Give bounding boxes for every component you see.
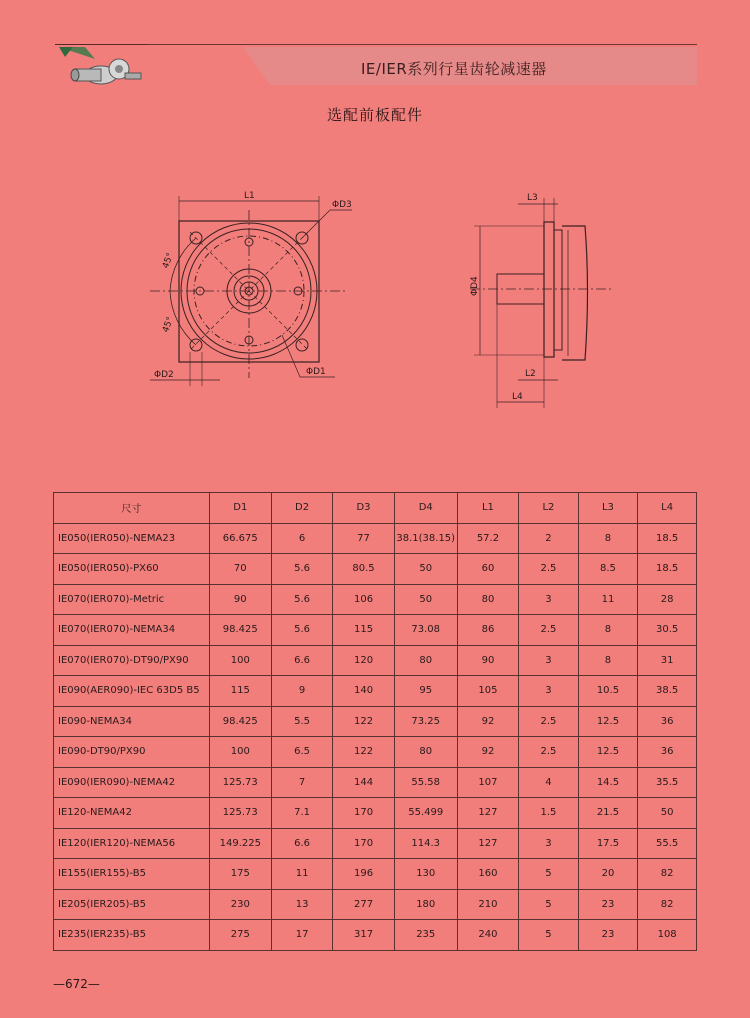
value-cell: 23	[578, 889, 638, 920]
model-name-cell: IE205(IER205)-B5	[54, 889, 210, 920]
value-cell: 5	[519, 859, 578, 890]
value-cell: 127	[457, 798, 519, 829]
model-name-cell: IE090(AER090)-IEC 63D5 B5	[54, 676, 210, 707]
model-name-cell: IE070(IER070)-NEMA34	[54, 615, 210, 646]
column-header: L2	[519, 493, 578, 524]
value-cell: 5.6	[271, 615, 332, 646]
table-row	[54, 615, 697, 646]
value-cell: 82	[638, 889, 697, 920]
value-cell: 5	[519, 889, 578, 920]
value-cell: 86	[457, 615, 519, 646]
value-cell: 17	[271, 920, 332, 951]
table-row	[54, 798, 697, 829]
value-cell: 73.08	[394, 615, 457, 646]
value-cell: 82	[638, 859, 697, 890]
value-cell: 50	[394, 584, 457, 615]
value-cell: 100	[209, 645, 271, 676]
value-cell: 105	[457, 676, 519, 707]
table-row	[54, 676, 697, 707]
value-cell: 196	[333, 859, 395, 890]
value-cell: 160	[457, 859, 519, 890]
value-cell: 2.5	[519, 615, 578, 646]
table-row	[54, 889, 697, 920]
value-cell: 50	[394, 554, 457, 585]
value-cell: 38.1(38.15)	[394, 523, 457, 554]
value-cell: 277	[333, 889, 395, 920]
value-cell: 14.5	[578, 767, 638, 798]
value-cell: 230	[209, 889, 271, 920]
table-row	[54, 645, 697, 676]
value-cell: 92	[457, 706, 519, 737]
header-title: IE/IER系列行星齿轮减速器	[361, 60, 547, 78]
value-cell: 235	[394, 920, 457, 951]
label-angle-bottom: 45°	[161, 315, 176, 335]
value-cell: 55.58	[394, 767, 457, 798]
value-cell: 21.5	[578, 798, 638, 829]
column-header: L1	[457, 493, 519, 524]
value-cell: 210	[457, 889, 519, 920]
value-cell: 114.3	[394, 828, 457, 859]
column-header: D1	[209, 493, 271, 524]
value-cell: 240	[457, 920, 519, 951]
model-name-cell: IE050(IER050)-NEMA23	[54, 523, 210, 554]
label-l2: L2	[525, 369, 536, 379]
table-row	[54, 737, 697, 768]
value-cell: 80	[394, 645, 457, 676]
label-d2: ΦD2	[154, 370, 174, 380]
column-header: D4	[394, 493, 457, 524]
value-cell: 5.6	[271, 584, 332, 615]
value-cell: 7.1	[271, 798, 332, 829]
value-cell: 5.5	[271, 706, 332, 737]
label-d4: ΦD4	[470, 276, 480, 296]
label-d3: ΦD3	[332, 200, 352, 210]
value-cell: 11	[578, 584, 638, 615]
value-cell: 77	[333, 523, 395, 554]
value-cell: 1.5	[519, 798, 578, 829]
value-cell: 98.425	[209, 615, 271, 646]
value-cell: 9	[271, 676, 332, 707]
value-cell: 4	[519, 767, 578, 798]
value-cell: 144	[333, 767, 395, 798]
value-cell: 18.5	[638, 523, 697, 554]
value-cell: 50	[638, 798, 697, 829]
value-cell: 275	[209, 920, 271, 951]
value-cell: 31	[638, 645, 697, 676]
value-cell: 130	[394, 859, 457, 890]
angle-arc	[170, 291, 196, 345]
value-cell: 115	[333, 615, 395, 646]
value-cell: 3	[519, 828, 578, 859]
model-name-cell: IE070(IER070)-Metric	[54, 584, 210, 615]
value-cell: 107	[457, 767, 519, 798]
value-cell: 6.5	[271, 737, 332, 768]
table-row	[54, 920, 697, 951]
table-row	[54, 767, 697, 798]
column-header: 尺寸	[54, 493, 210, 524]
value-cell: 36	[638, 737, 697, 768]
value-cell: 6.6	[271, 828, 332, 859]
column-header: L4	[638, 493, 697, 524]
column-header: L3	[578, 493, 638, 524]
value-cell: 175	[209, 859, 271, 890]
angle-arc	[170, 238, 196, 291]
table-row	[54, 523, 697, 554]
page-subtitle: 选配前板配件	[326, 106, 423, 124]
value-cell: 80	[457, 584, 519, 615]
value-cell: 57.2	[457, 523, 519, 554]
value-cell: 100	[209, 737, 271, 768]
value-cell: 7	[271, 767, 332, 798]
label-l3: L3	[527, 193, 538, 203]
value-cell: 122	[333, 737, 395, 768]
value-cell: 17.5	[578, 828, 638, 859]
value-cell: 149.225	[209, 828, 271, 859]
value-cell: 170	[333, 828, 395, 859]
value-cell: 5	[519, 920, 578, 951]
value-cell: 55.5	[638, 828, 697, 859]
value-cell: 2.5	[519, 554, 578, 585]
value-cell: 6.6	[271, 645, 332, 676]
value-cell: 317	[333, 920, 395, 951]
model-name-cell: IE235(IER235)-B5	[54, 920, 210, 951]
table-header-row	[54, 493, 697, 524]
page-number: —672—	[53, 977, 100, 991]
value-cell: 125.73	[209, 798, 271, 829]
value-cell: 12.5	[578, 737, 638, 768]
housing-profile	[562, 226, 588, 360]
value-cell: 3	[519, 645, 578, 676]
corner-hole	[296, 339, 308, 351]
model-name-cell: IE050(IER050)-PX60	[54, 554, 210, 585]
model-name-cell: IE155(IER155)-B5	[54, 859, 210, 890]
value-cell: 115	[209, 676, 271, 707]
label-d1: ΦD1	[306, 367, 326, 377]
value-cell: 106	[333, 584, 395, 615]
model-name-cell: IE120(IER120)-NEMA56	[54, 828, 210, 859]
model-name-cell: IE090-DT90/PX90	[54, 737, 210, 768]
value-cell: 10.5	[578, 676, 638, 707]
value-cell: 8	[578, 645, 638, 676]
value-cell: 36	[638, 706, 697, 737]
column-header: D3	[333, 493, 395, 524]
column-header: D2	[271, 493, 332, 524]
value-cell: 38.5	[638, 676, 697, 707]
value-cell: 23	[578, 920, 638, 951]
table-row	[54, 828, 697, 859]
model-name-cell: IE120-NEMA42	[54, 798, 210, 829]
value-cell: 12.5	[578, 706, 638, 737]
table-row	[54, 706, 697, 737]
value-cell: 11	[271, 859, 332, 890]
value-cell: 92	[457, 737, 519, 768]
technical-drawing	[0, 0, 750, 480]
value-cell: 80.5	[333, 554, 395, 585]
model-name-cell: IE090-NEMA34	[54, 706, 210, 737]
value-cell: 20	[578, 859, 638, 890]
value-cell: 127	[457, 828, 519, 859]
value-cell: 170	[333, 798, 395, 829]
value-cell: 3	[519, 584, 578, 615]
value-cell: 90	[209, 584, 271, 615]
value-cell: 120	[333, 645, 395, 676]
flange-step	[554, 230, 562, 350]
spec-table	[53, 492, 697, 951]
value-cell: 70	[209, 554, 271, 585]
value-cell: 6	[271, 523, 332, 554]
value-cell: 28	[638, 584, 697, 615]
value-cell: 3	[519, 676, 578, 707]
value-cell: 18.5	[638, 554, 697, 585]
value-cell: 95	[394, 676, 457, 707]
model-name-cell: IE070(IER070)-DT90/PX90	[54, 645, 210, 676]
table-row	[54, 584, 697, 615]
value-cell: 5.6	[271, 554, 332, 585]
value-cell: 108	[638, 920, 697, 951]
value-cell: 2.5	[519, 737, 578, 768]
value-cell: 55.499	[394, 798, 457, 829]
value-cell: 2	[519, 523, 578, 554]
leader-d3	[302, 210, 330, 238]
value-cell: 13	[271, 889, 332, 920]
model-name-cell: IE090(IER090)-NEMA42	[54, 767, 210, 798]
flange-plate	[544, 222, 554, 357]
value-cell: 90	[457, 645, 519, 676]
label-angle-top: 45°	[161, 251, 176, 271]
value-cell: 125.73	[209, 767, 271, 798]
value-cell: 35.5	[638, 767, 697, 798]
value-cell: 8	[578, 615, 638, 646]
value-cell: 8	[578, 523, 638, 554]
label-l4: L4	[512, 392, 523, 402]
value-cell: 122	[333, 706, 395, 737]
value-cell: 80	[394, 737, 457, 768]
table-row	[54, 554, 697, 585]
value-cell: 180	[394, 889, 457, 920]
value-cell: 8.5	[578, 554, 638, 585]
value-cell: 140	[333, 676, 395, 707]
value-cell: 2.5	[519, 706, 578, 737]
value-cell: 60	[457, 554, 519, 585]
label-l1: L1	[244, 191, 255, 201]
value-cell: 66.675	[209, 523, 271, 554]
value-cell: 30.5	[638, 615, 697, 646]
value-cell: 98.425	[209, 706, 271, 737]
value-cell: 73.25	[394, 706, 457, 737]
table-row	[54, 859, 697, 890]
